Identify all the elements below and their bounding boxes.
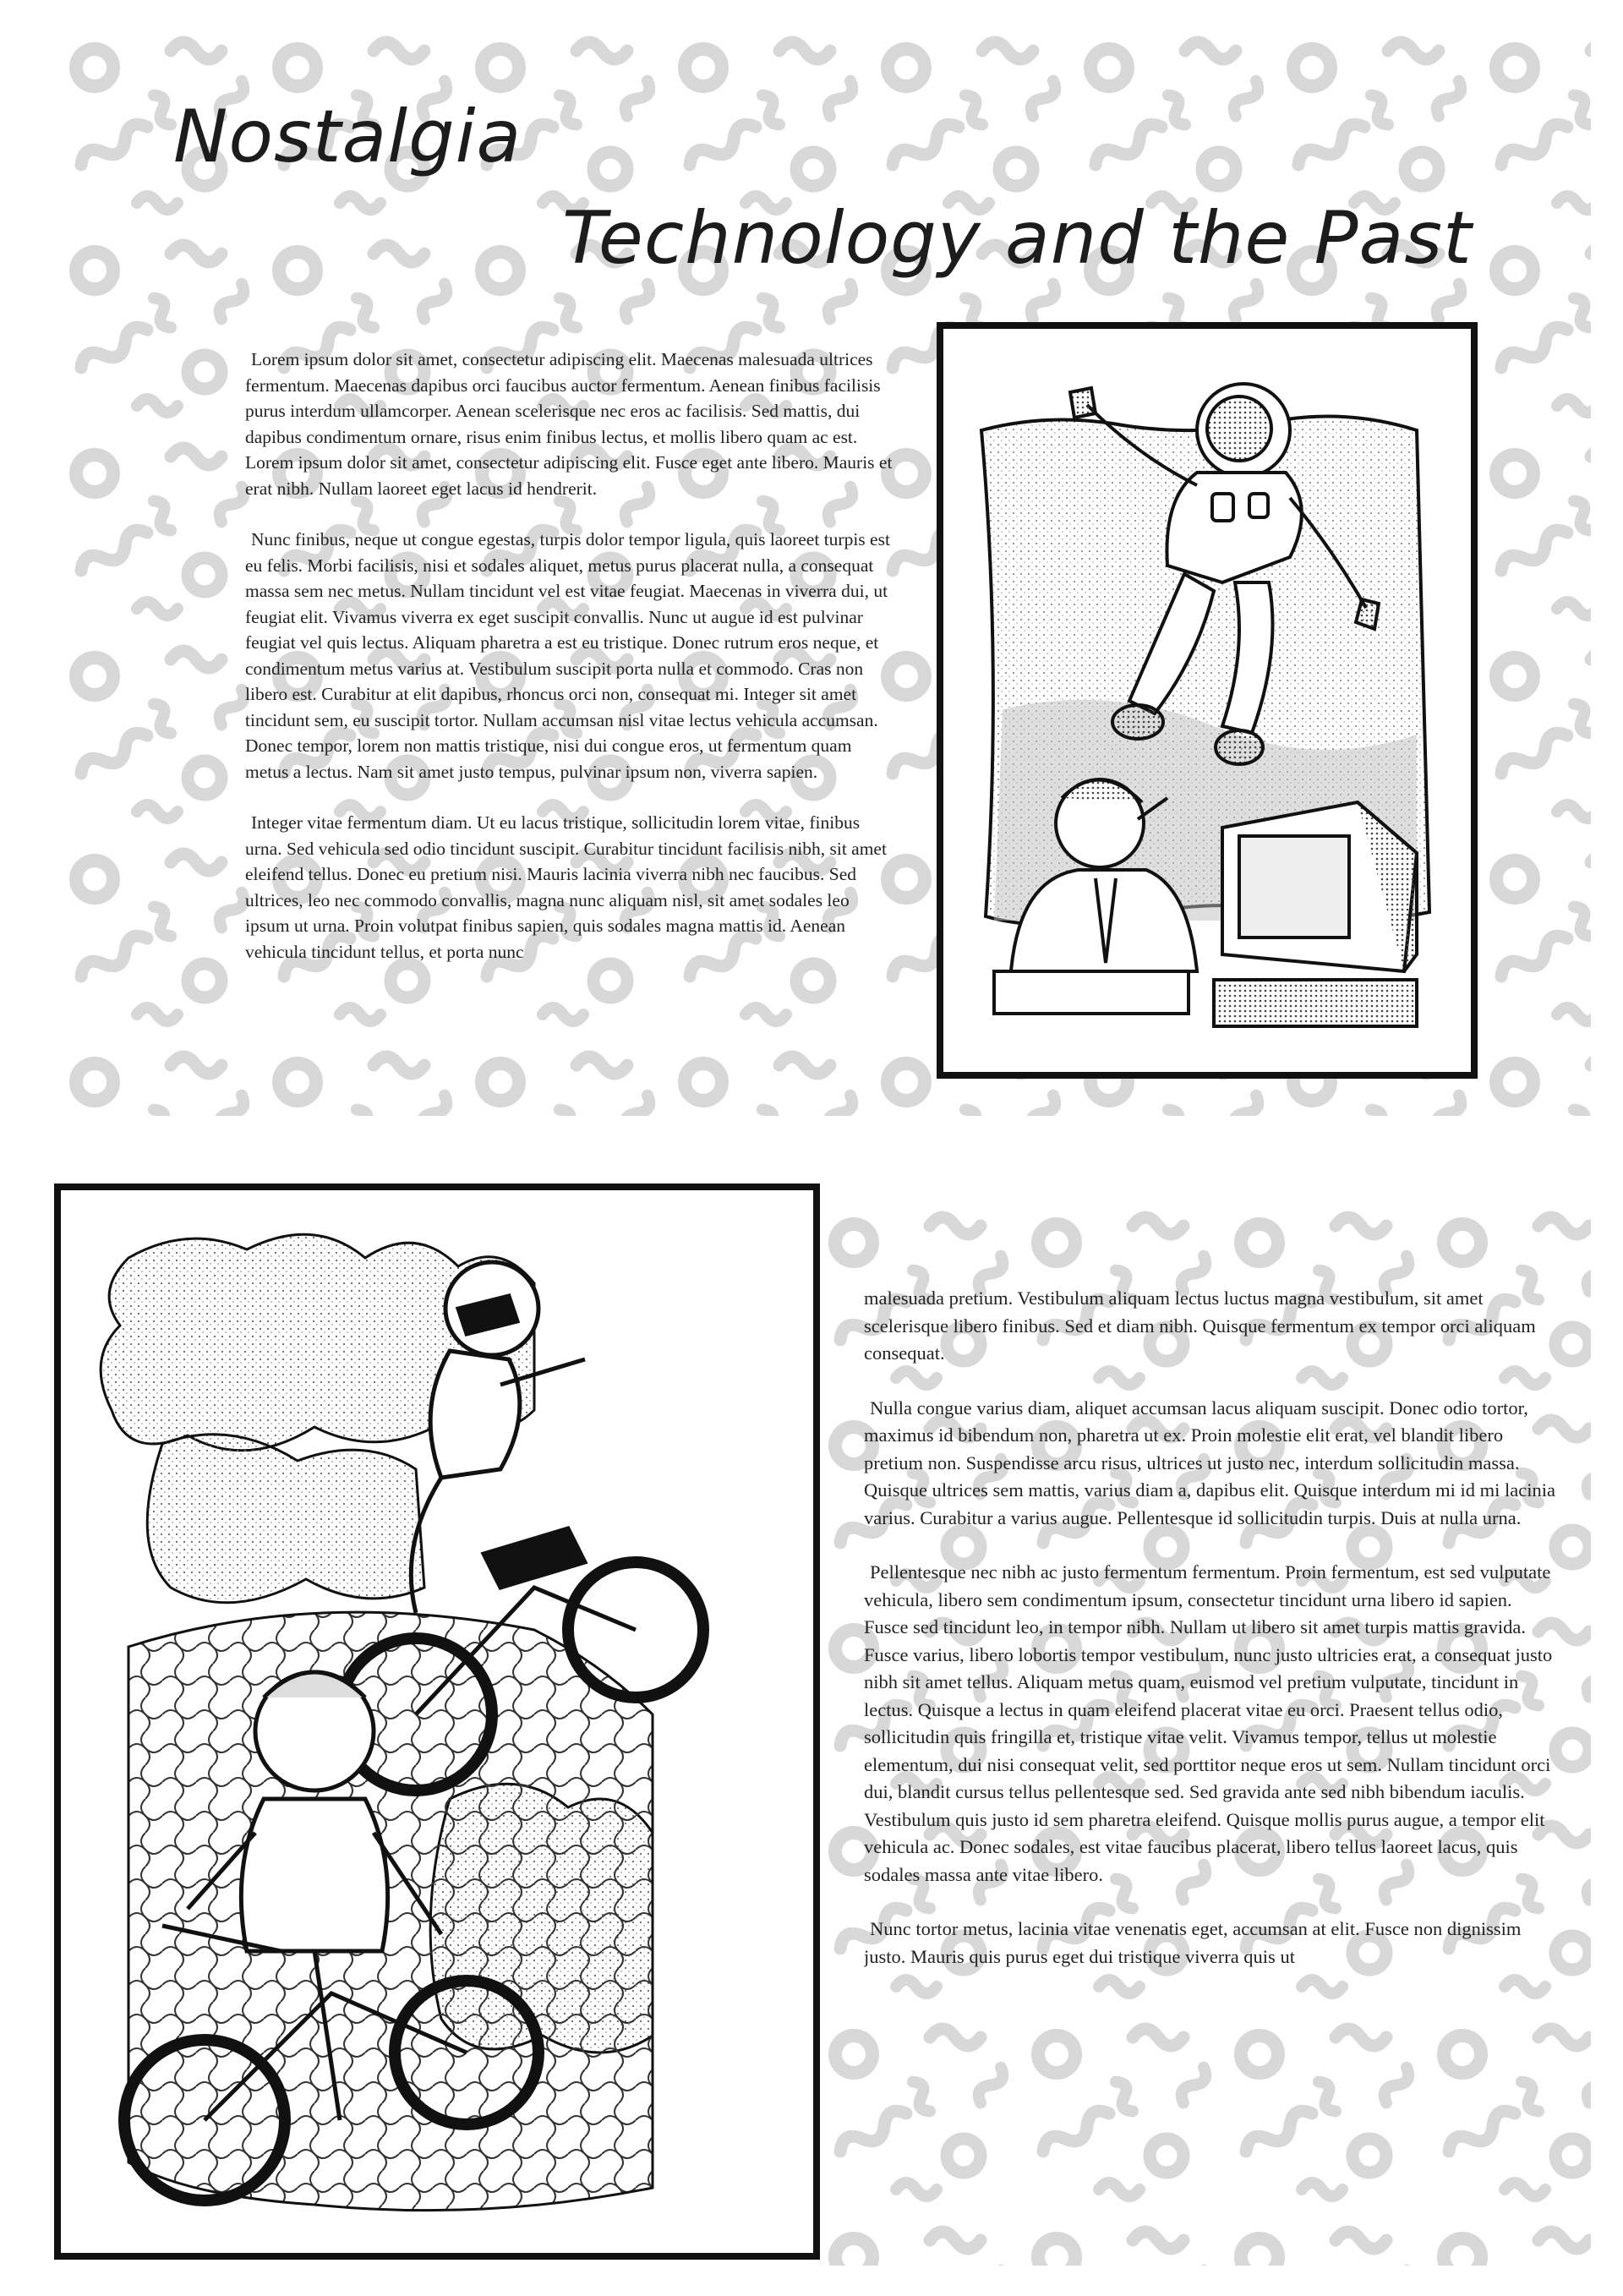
paragraph: Lorem ipsum dolor sit amet, consectetur adipiscing elit. Maecenas malesuada ultrices fermentum. Maecenas dapibus orci faucibus auctor fermentum. Aenean finibus facilisis purus interdum ullamcorper. Aenean scelerisque nec eros ac facilisis. Sed mattis, dui dapibus condimentum ornare, risus enim finibus lectus, et mollis libero quam ac est. Lorem ipsum dolor sit amet, consectetur adipiscing elit. Fusce eget ante libero. Mauris et erat nibh. Nullam laoreet eget lacus id hendrerit. (245, 349, 893, 499)
paragraph: Integer vitae fermentum diam. Ut eu lacus tristique, sollicitudin lorem vitae, finibus urna. Sed vehicula sed odio tincidunt suscipit. Curabitur tincidunt facilisis nibh, sit amet eleifend tellus. Donec eu pretium nisi. Mauris lacinia viverra nibh nec faucibus. Sed ultrices, leo nec commodo convallis, magna nunc aliquam nisl, sit amet sodales leo ipsum ut urna. Proin volutpat finibus sapien, quis sodales magna mattis id. Aenean vehicula tincidunt tellus, et porta nunc (245, 812, 887, 962)
body-text-column-2 (864, 1285, 1557, 2147)
page-title: Nostalgia (173, 95, 522, 179)
paragraph: malesuada pretium. Vestibulum aliquam lectus luctus magna vestibulum, sit amet scelerisque libero finibus. Sed et diam nibh. Quisque fermentum ex tempor orci aliquam consequat. (864, 1287, 1536, 1364)
paragraph: Nulla congue varius diam, aliquet accumsan lacus aliquam suscipit. Donec odio tortor, maximus id bibendum non, pharetra ut ex. Proin molestie elit erat, vel blandit libero pretium non. Suspendisse arcu risus, ultrices ut justo nec, interdum sollicitudin massa. Quisque ultrices sem mattis, varius diam a, dapibus elit. Quisque interdum mi id mi lacinia varius. Curabitur a varius augue. Pellentesque id sollicitudin turpis. Duis at nulla urna. (864, 1397, 1555, 1528)
paragraph: Pellentesque nec nibh ac justo fermentum fermentum. Proin fermentum, est sed vulputate vehicula, libero sem condimentum ipsum, consectetur tincidunt urna libero id sapien. Fusce sed tincidunt leo, in tempor nibh. Nullam ut libero sit amet turpis mattis gravida. Fusce varius, libero lobortis tempor vestibulum, nunc justo ultricies erat, a consequat justo nibh sit amet tellus. Aliquam metus quam, euismod vel pretium vulputate, tincidunt in lectus. Quisque a lectus in quam eleifend placerat vitae eu orci. Praesent tellus odio, sollicitudin quis fringilla et, tristique vitae velit. Vivamus tempor, tellus ut molestie elementum, dui nisi consequat velit, sed porttitor neque eros ut sem. Nullam tincidunt orci dui, blandit cursus tellus pellentesque sed. Sed gravida ante sed nibh bibendum iaculis. Vestibulum quis justo id sem pharetra eleifend. Quisque mollis purus augue, a tempor elit vehicula ac. Donec sodales, est vitae faucibus placerat, libero tellus laoreet lacus, quis sodales massa ante vitae libero. (864, 1561, 1553, 1885)
illustration-kids-bicycles (54, 1184, 820, 2260)
paragraph: Nunc finibus, neque ut congue egestas, turpis dolor tempor ligula, quis laoreet turpis est eu felis. Morbi facilisis, nisi et sodales aliquet, metus purus placerat nulla, a consequat massa sem nec metus. Nullam tincidunt vel est vitae feugiat. Maecenas in viverra dui, ut feugiat elit. Vivamus viverra ex eget suscipit convallis. Nunc ut augue id est pulvinar feugiat vel quis lectus. Aliquam pharetra a est eu tristique. Donec rutrum eros neque, et condimentum metus varius at. Vestibulum suscipit porta nulla et commodo. Cras non libero est. Curabitur at elit dapibus, rhoncus orci non, consequat mi. Integer sit amet tincidunt sem, eu suscipit tortor. Nullam accumsan nisl vitae lectus vehicula accumsan. Donec tempor, lorem non mattis tristique, nisi dui congue eros, ut fermentum quam metus a lectus. Nam sit amet justo tempus, pulvinar ipsum non, viverra sapien. (245, 529, 890, 782)
bicycle-icon (61, 1190, 813, 2253)
body-text-column-1 (245, 347, 896, 1031)
page-subtitle: Technology and the Past (562, 196, 1473, 281)
astronaut-icon (943, 329, 1471, 1072)
illustration-astronaut-office (937, 322, 1478, 1079)
paragraph: Nunc tortor metus, lacinia vitae venenatis eget, accumsan at elit. Fusce non dignissim justo. Mauris quis purus eget dui tristique viverra quis ut (864, 1918, 1522, 1967)
